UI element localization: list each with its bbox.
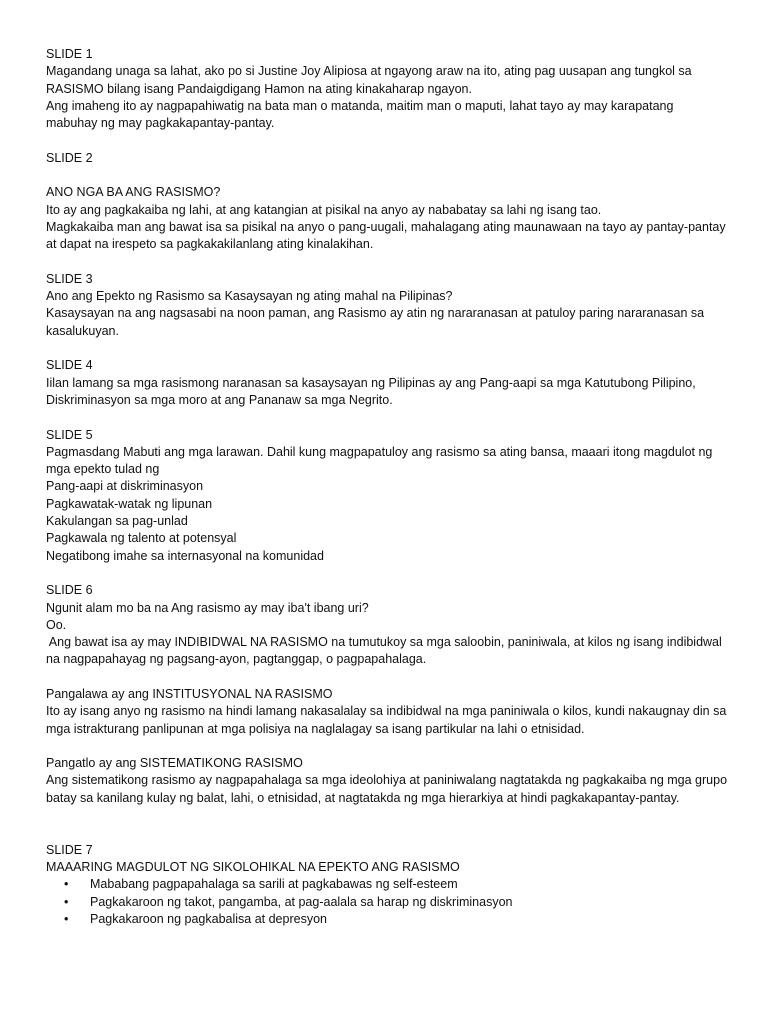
slide-7-bullet-list xyxy=(46,876,726,928)
slide-6-line: Ngunit alam mo ba na Ang rasismo ay may iba't ibang uri? xyxy=(46,600,369,615)
slide-6-line: Ang sistematikong rasismo ay nagpapahalaga sa mga ideolohiya at paniniwalang nagtatakda ng pagkakaiba ng mga grupo xyxy=(46,773,728,788)
slide-3-line: Ano ang Epekto ng Rasismo sa Kasaysayan ng ating mahal na Pilipinas? xyxy=(46,289,453,304)
slide-1-line: Magandang unaga sa lahat, ako po si Justine Joy Alipiosa at ngayong araw na ito, ating pag uusapan ang tungkol sa xyxy=(46,64,692,79)
slide-6-line: Ang bawat isa ay may INDIBIDWAL NA RASISMO na tumutukoy sa mga saloobin, paniniwala, at kilos ng isang indibidwal xyxy=(46,635,722,650)
slide-4-section xyxy=(46,357,726,409)
slide-6-heading: SLIDE 6 xyxy=(46,583,93,598)
slide-5-section xyxy=(46,427,726,565)
slide-4-line: Iilan lamang sa mga rasismong naranasan sa kasaysayan ng Pilipinas ay ang Pang-aapi sa mga Katutubong Pilipino, xyxy=(46,375,696,390)
slide-6-line: batay sa kanilang kulay ng balat, lahi, o etnisidad, at nagtatakda ng mga hierarkiya at hindi pagkakapantay-pantay. xyxy=(46,790,680,805)
slide-1-line: mabuhay ng may pagkakapantay-pantay. xyxy=(46,116,275,131)
slide-4-line: Diskriminasyon sa mga moro at ang Pananaw sa mga Negrito. xyxy=(46,392,393,407)
list-item xyxy=(46,894,726,911)
slide-2-question: ANO NGA BA ANG RASISMO? xyxy=(46,185,221,200)
list-item xyxy=(46,911,726,928)
list-item-text: Pagkakaroon ng takot, pangamba, at pag-aalala sa harap ng diskriminasyon xyxy=(90,894,513,909)
slide-6-institutional-section xyxy=(46,686,726,738)
slide-2-line: at dapat na irespeto sa pagkakakilanlang ating kinalakihan. xyxy=(46,237,374,252)
slide-3-section xyxy=(46,271,726,340)
slide-1-heading: SLIDE 1 xyxy=(46,47,93,61)
slide-7-heading: SLIDE 7 xyxy=(46,842,93,857)
bullet-icon: • xyxy=(64,911,69,926)
slide-6-line: mga istrakturang panlipunan at mga polisiya na naglalagay sa isang partikular na lahi o etnisidad. xyxy=(46,721,585,736)
slide-5-effect: Kakulangan sa pag-unlad xyxy=(46,514,188,529)
slide-6-subheading: Pangalawa ay ang INSTITUSYONAL NA RASISMO xyxy=(46,686,333,701)
slide-6-systemic-section xyxy=(46,755,726,807)
slide-7-section xyxy=(46,842,726,928)
slide-3-line: Kasaysayan na ang nagsasabi na noon paman, ang Rasismo ay atin ng nararanasan at patuloy paring nararanasan sa xyxy=(46,306,705,321)
slide-4-heading: SLIDE 4 xyxy=(46,358,93,373)
slide-3-heading: SLIDE 3 xyxy=(46,271,93,286)
slide-2-line: Magkakaiba man ang bawat isa sa pisikal na anyo o pang-uugali, mahalagang ating maunawaan na tayo ay pantay-pantay xyxy=(46,219,726,234)
bullet-icon: • xyxy=(64,877,69,892)
slide-1-line: Ang imaheng ito ay nagpapahiwatig na bata man o matanda, maitim man o maputi, lahat tayo ay may karapatang xyxy=(46,98,674,113)
slide-3-line: kasalukuyan. xyxy=(46,323,119,338)
slide-6-line: na nagpapahayag ng pagsang-ayon, pagtanggap, o pagpapahalaga. xyxy=(46,652,427,667)
slide-6-line: Oo. xyxy=(46,617,67,632)
slide-2-section xyxy=(46,150,726,254)
document-page xyxy=(46,46,726,928)
slide-6-line: Ito ay isang anyo ng rasismo na hindi lamang nakasalalay sa indibidwal na mga paniniwala o kilos, kundi nakaugnay din sa xyxy=(46,704,727,719)
slide-6-subheading: Pangatlo ay ang SISTEMATIKONG RASISMO xyxy=(46,756,303,771)
slide-5-heading: SLIDE 5 xyxy=(46,427,93,442)
slide-5-effect: Negatibong imahe sa internasyonal na komunidad xyxy=(46,548,324,563)
bullet-icon: • xyxy=(64,894,69,909)
slide-5-effect: Pagkawala ng talento at potensyal xyxy=(46,531,237,546)
slide-2-heading: SLIDE 2 xyxy=(46,150,93,165)
slide-5-line: Pagmasdang Mabuti ang mga larawan. Dahil kung magpapatuloy ang rasismo sa ating bansa, maaari itong magdulot ng xyxy=(46,444,713,459)
slide-6-section xyxy=(46,582,726,668)
slide-5-effect: Pagkawatak-watak ng lipunan xyxy=(46,496,213,511)
slide-5-effect: Pang-aapi at diskriminasyon xyxy=(46,479,204,494)
slide-5-line: mga epekto tulad ng xyxy=(46,462,160,477)
slide-1-line: RASISMO bilang isang Pandaigdigang Hamon na ating kinakaharap ngayon. xyxy=(46,81,472,96)
slide-7-title: MAAARING MAGDULOT NG SIKOLOHIKAL NA EPEKTO ANG RASISMO xyxy=(46,859,460,874)
list-item-text: Pagkakaroon ng pagkabalisa at depresyon xyxy=(90,911,327,926)
slide-1-section xyxy=(46,46,726,132)
list-item xyxy=(46,876,726,893)
list-item-text: Mababang pagpapahalaga sa sarili at pagkabawas ng self-esteem xyxy=(90,877,458,892)
slide-2-line: Ito ay ang pagkakaiba ng lahi, at ang katangian at pisikal na anyo ay nababatay sa lahi ng isang tao. xyxy=(46,202,602,217)
